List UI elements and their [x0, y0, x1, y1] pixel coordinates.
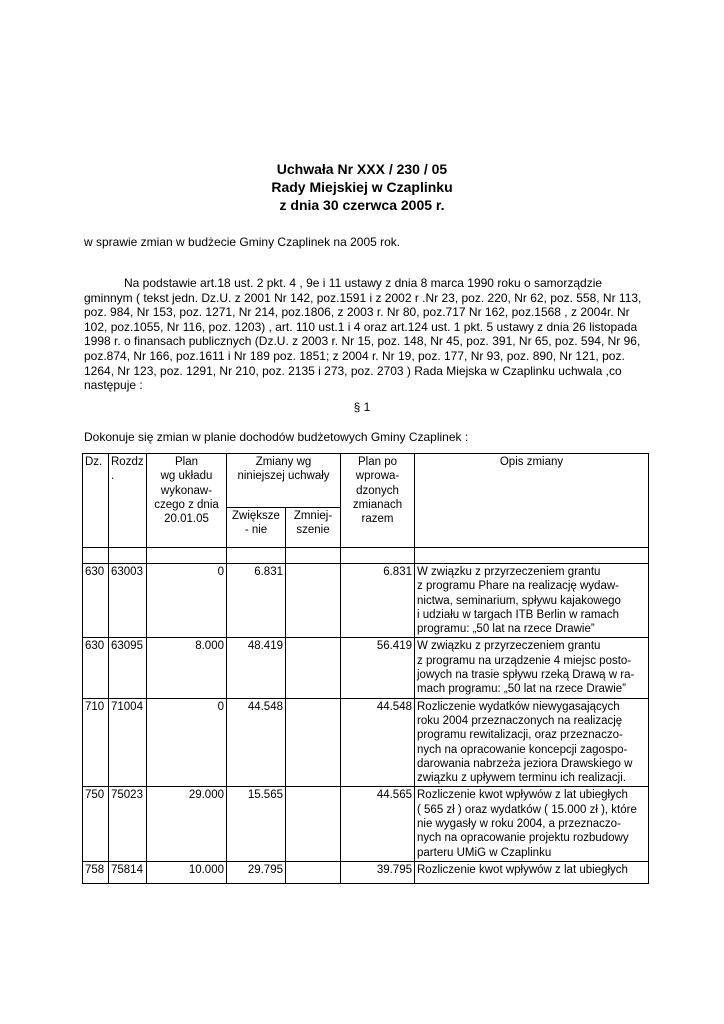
legal-basis-line: 1998 r. o finansach publicznych (Dz.U. z 2003 r. Nr 15, poz. 148, Nr 45, poz. 391, Nr 65, poz. 594, Nr 96, [84, 334, 641, 349]
table-spacer-row [83, 548, 649, 564]
header-zmniejszenie: Zmniej- szenie [286, 508, 341, 548]
cell-zmniejszenie [286, 564, 341, 638]
cell-dz: 750 [83, 787, 109, 861]
cell-zmniejszenie [286, 638, 341, 698]
cell-plan: 0 [147, 698, 227, 787]
cell-plan: 10.000 [147, 861, 227, 883]
table-row [83, 564, 649, 638]
cell-opis: W związku z przyrzeczeniem grantu z programu Phare na realizację wydaw- nictwa, seminarium, spływu kajakowego i udziału w targach ITB Berlin w ramach programu: „50 lat na rzece Drawie” [415, 564, 649, 638]
legal-basis-line: gminnym ( tekst jedn. Dz.U. z 2001 Nr 142, poz.1591 i z 2002 r .Nr 23, poz. 220, Nr 62, poz. 558, Nr 113, [84, 290, 642, 305]
table-row [83, 861, 649, 883]
cell-zwiekszenie: 48.419 [227, 638, 286, 698]
cell-zwiekszenie: 6.831 [227, 564, 286, 638]
cell-rozdz: 75814 [109, 861, 147, 883]
cell-zmniejszenie [286, 861, 341, 883]
cell-dz: 630 [83, 564, 109, 638]
cell-rozdz: 63003 [109, 564, 147, 638]
header-opis: Opis zmiany [415, 454, 649, 548]
resolution-title [0, 160, 724, 214]
cell-dz: 758 [83, 861, 109, 883]
cell-zwiekszenie: 29.795 [227, 861, 286, 883]
cell-opis: Rozliczenie wydatków niewygasających roku 2004 przeznaczonych na realizację programu rewitalizacji, oraz przeznaczo- nych na opracowanie koncepcji zagospo- darowania nabrzeża jeziora Drawskiego w związku z upływem terminu ich realizacji. [415, 698, 649, 787]
cell-dz: 710 [83, 698, 109, 787]
cell-rozdz: 63095 [109, 638, 147, 698]
cell-opis: Rozliczenie kwot wpływów z lat ubiegłych ( 565 zł ) oraz wydatków ( 15.000 zł ), które nie wygasły w roku 2004, a przeznaczo- nych na opracowanie projektu rozbudowy parteru UMiG w Czaplinku [415, 787, 649, 861]
title-line-2: Rady Miejskiej w Czaplinku [271, 179, 453, 195]
cell-plan: 0 [147, 564, 227, 638]
header-zwiekszenie: Zwiększe - nie [227, 508, 286, 548]
cell-rozdz: 75023 [109, 787, 147, 861]
budget-changes-table [82, 453, 649, 884]
legal-basis-line: poz. 984, Nr 153, poz. 1271, Nr 214, poz.1806, z 2003 r. Nr 80, poz.717 Nr 162, poz.1568 , z 2004r. Nr [84, 305, 630, 320]
cell-zwiekszenie: 15.565 [227, 787, 286, 861]
header-plan-po: Plan po wprowa- dzonych zmianach razem [341, 454, 415, 548]
cell-opis: W związku z przyrzeczeniem grantu z programu na urządzenie 4 miejsc posto- jowych na trasie spływu rzeką Drawą w ra- mach programu: „50 lat na rzece Drawie” [415, 638, 649, 698]
cell-zmniejszenie [286, 698, 341, 787]
cell-plan-po: 44.548 [341, 698, 415, 787]
cell-rozdz: 71004 [109, 698, 147, 787]
cell-zmniejszenie [286, 787, 341, 861]
legal-basis-paragraph [84, 276, 664, 393]
header-plan: Plan wg układu wykonaw- czego z dnia 20.01.05 [147, 454, 227, 548]
header-rozdz: Rozdz . [109, 454, 147, 548]
header-dz: Dz. [83, 454, 109, 548]
legal-basis-line: 102, poz.1055, Nr 116, poz. 1203) , art. 110 ust.1 i 4 oraz art.124 ust. 1 pkt. 5 ustawy z dnia 26 listopada [84, 319, 638, 334]
cell-opis: Rozliczenie kwot wpływów z lat ubiegłych [415, 861, 649, 883]
cell-plan-po: 56.419 [341, 638, 415, 698]
legal-basis-line: Na podstawie art.18 ust. 2 pkt. 4 , 9e i 11 ustawy z dnia 8 marca 1990 roku o samorządzie [124, 276, 603, 290]
table-intro: Dokonuje się zmian w planie dochodów budżetowych Gminy Czaplinek : [84, 430, 469, 444]
cell-plan: 29.000 [147, 787, 227, 861]
title-line-3: z dnia 30 czerwca 2005 r. [279, 197, 445, 213]
title-line-1: Uchwała Nr XXX / 230 / 05 [276, 161, 448, 177]
table-header-row [83, 454, 649, 508]
cell-plan-po: 6.831 [341, 564, 415, 638]
table-row [83, 787, 649, 861]
cell-plan-po: 39.795 [341, 861, 415, 883]
table-row [83, 638, 649, 698]
section-mark: § 1 [353, 400, 371, 414]
resolution-subject: w sprawie zmian w budżecie Gminy Czaplinek na 2005 rok. [84, 235, 401, 249]
cell-dz: 630 [83, 638, 109, 698]
cell-zwiekszenie: 44.548 [227, 698, 286, 787]
cell-plan-po: 44.565 [341, 787, 415, 861]
legal-basis-line: następuje : [84, 378, 143, 393]
table-row [83, 698, 649, 787]
legal-basis-line: 1264, Nr 123, poz. 1291, Nr 210, poz. 2135 i 273, poz. 2703 ) Rada Miejska w Czaplinku uchwala ,co [84, 363, 622, 378]
cell-plan: 8.000 [147, 638, 227, 698]
legal-basis-line: poz.874, Nr 166, poz.1611 i Nr 189 poz. 1851; z 2004 r. Nr 19, poz. 177, Nr 93, poz. 890, Nr 121, poz. [84, 348, 625, 363]
header-zmiany: Zmiany wg niniejszej uchwały [227, 454, 341, 508]
